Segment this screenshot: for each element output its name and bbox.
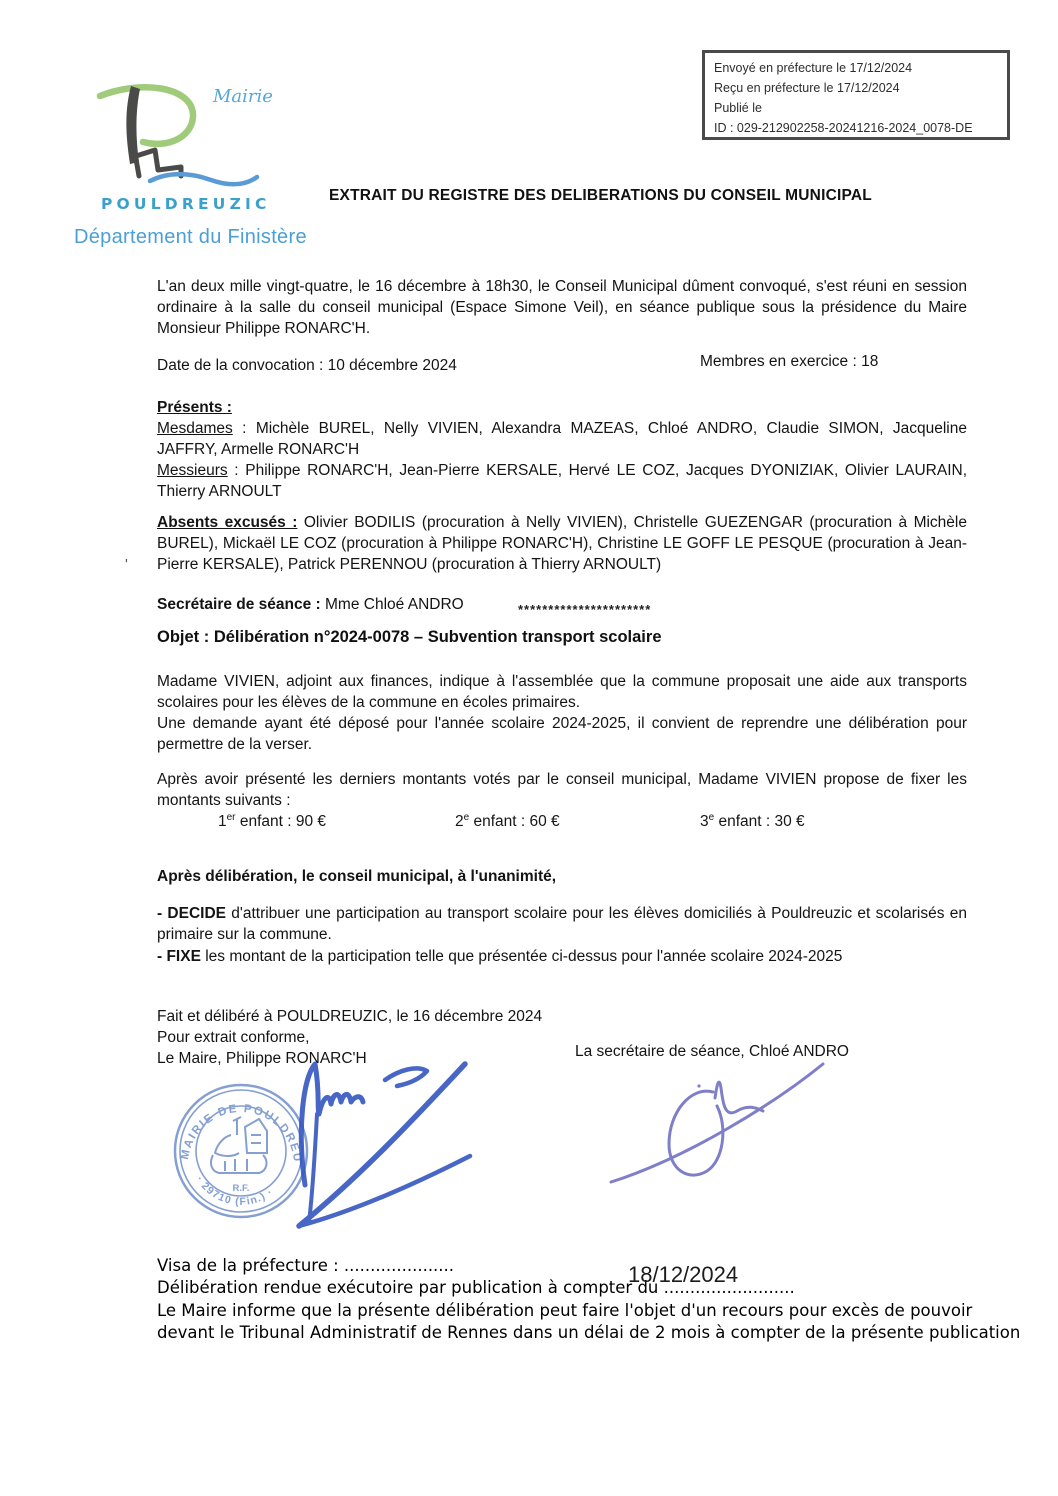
seal-rf-text: R.F. bbox=[232, 1183, 250, 1194]
executory-dots: ......................... bbox=[663, 1278, 795, 1297]
convocation-date-line: Date de la convocation : 10 décembre 2024 bbox=[157, 357, 457, 374]
recourse-line-2: devant le Tribunal Administratif de Rennes dans un délai de 2 mois à compter de la présente publication bbox=[157, 1323, 1021, 1342]
messieurs-label: Messieurs bbox=[157, 462, 228, 479]
decide-paragraph bbox=[157, 903, 967, 945]
closing-conforme: Pour extrait conforme, bbox=[157, 1029, 310, 1046]
amount-first-child bbox=[218, 813, 326, 831]
seal-top-text: MAIRIE DE POULDREUZIC bbox=[157, 1066, 304, 1164]
secretary-title-line: La secrétaire de séance, Chloé ANDRO bbox=[575, 1043, 849, 1060]
logo-wave-icon bbox=[150, 174, 257, 184]
recourse-line-1: Le Maire informe que la présente délibération peut faire l'objet d'un recours pour excès de pouvoir bbox=[157, 1301, 973, 1320]
amount-1-num: 1 bbox=[218, 813, 227, 830]
mayor-signature bbox=[265, 1050, 495, 1240]
stamp-received-line: Reçu en préfecture le 17/12/2024 bbox=[714, 81, 900, 95]
executory-prefix: Délibération rendue exécutoire par publication à compter du bbox=[157, 1278, 664, 1297]
amount-2-sup: e bbox=[463, 811, 470, 823]
decide-text: d'attribuer une participation au transport scolaire pour les élèves domiciliés à Pouldreuzic et scolarisés en primaire sur la commune. bbox=[157, 905, 967, 943]
amount-3-num: 3 bbox=[700, 813, 709, 830]
mesdames-label: Mesdames bbox=[157, 420, 233, 437]
secretary-line bbox=[157, 594, 464, 615]
mesdames-paragraph bbox=[157, 418, 967, 460]
amount-1-text: enfant : 90 € bbox=[235, 813, 327, 830]
prefecture-stamp-box bbox=[702, 50, 1010, 140]
town-logo bbox=[95, 80, 295, 230]
department-label: Département du Finistère bbox=[74, 226, 307, 248]
amount-2-text: enfant : 60 € bbox=[469, 813, 560, 830]
amount-3-sup: e bbox=[708, 811, 715, 823]
closing-place-date: Fait et délibéré à POULDREUZIC, le 16 décembre 2024 bbox=[157, 1008, 543, 1025]
body-paragraph-3: Après avoir présenté les derniers montants votés par le conseil municipal, Madame VIVIEN propose de fixer les montants suivants : bbox=[157, 771, 967, 809]
amount-3-text: enfant : 30 € bbox=[714, 813, 805, 830]
executory-date: 18/12/2024 bbox=[628, 1262, 739, 1287]
fixe-paragraph bbox=[157, 946, 967, 967]
scan-artifact-mark: ' bbox=[125, 556, 128, 573]
stamp-sent-line: Envoyé en préfecture le 17/12/2024 bbox=[714, 61, 913, 75]
members-count-line: Membres en exercice : 18 bbox=[700, 353, 879, 370]
body-paragraph-1: Madame VIVIEN, adjoint aux finances, indique à l'assemblée que la commune proposait une aide aux transports scolaires pour les élèves de la commune en écoles primaires. bbox=[157, 673, 967, 711]
decide-label: - DECIDE bbox=[157, 905, 226, 922]
absents-label: Absents excusés : bbox=[157, 514, 298, 531]
fixe-text: les montant de la participation telle que présentée ci-dessus pour l'année scolaire 2024-2025 bbox=[200, 948, 843, 965]
absents-names: Olivier BODILIS (procuration à Nelly VIVIEN), Christelle GUEZENGAR (procuration à Michèle BUREL), Mickaël LE COZ (procuration à Philippe RONARC'H), Christine LE GOFF LE PESQUE (procuration à Jean-Pierre KERSALE), Patrick PERENNOU (procuration à Thierry ARNOULT) bbox=[157, 514, 967, 573]
logo-green-swoosh-icon bbox=[100, 87, 193, 144]
document-title: EXTRAIT DU REGISTRE DES DELIBERATIONS DU CONSEIL MUNICIPAL bbox=[329, 187, 872, 204]
visa-line: Visa de la préfecture : ..................... bbox=[157, 1256, 455, 1275]
body-paragraph-2: Une demande ayant été déposé pour l'année scolaire 2024-2025, il convient de reprendre une délibération pour permettre de la verser. bbox=[157, 715, 967, 753]
logo-mairie-text: Mairie bbox=[213, 86, 273, 107]
amounts-row bbox=[157, 813, 967, 834]
intro-paragraph: L'an deux mille vingt-quatre, le 16 décembre à 18h30, le Conseil Municipal dûment convoqué, s'est réuni en session ordinaire à la salle du conseil municipal (Espace Simone Veil), en séance publique sous la présidence du Maire Monsieur Philippe RONARC'H. bbox=[157, 278, 967, 337]
decision-intro-line: Après délibération, le conseil municipal, à l'unanimité, bbox=[157, 868, 557, 885]
secretary-name: Mme Chloé ANDRO bbox=[320, 596, 464, 613]
absents-paragraph bbox=[157, 512, 967, 575]
stamp-published-line: Publié le bbox=[714, 101, 762, 115]
presents-label: Présents : bbox=[157, 399, 232, 416]
messieurs-paragraph bbox=[157, 460, 967, 502]
amount-third-child bbox=[700, 813, 805, 831]
subject-line: Objet : Délibération n°2024-0078 – Subvention transport scolaire bbox=[157, 628, 662, 646]
stamp-id-line: ID : 029-212902258-20241216-2024_0078-DE bbox=[714, 121, 973, 135]
separator-asterisks: ********************** bbox=[518, 602, 652, 617]
seal-crest-icon bbox=[211, 1117, 267, 1173]
amount-2-num: 2 bbox=[455, 813, 464, 830]
mesdames-names: : Michèle BUREL, Nelly VIVIEN, Alexandra MAZEAS, Chloé ANDRO, Claudie SIMON, Jacqueline JAFFRY, Armelle RONARC'H bbox=[157, 420, 967, 458]
messieurs-names: : Philippe RONARC'H, Jean-Pierre KERSALE, Hervé LE COZ, Jacques DYONIZIAK, Olivier LAURAIN, Thierry ARNOULT bbox=[157, 462, 967, 500]
fixe-label: - FIXE bbox=[157, 948, 201, 965]
secretary-signature bbox=[595, 1058, 850, 1198]
amount-1-sup: er bbox=[226, 811, 236, 823]
seal-bottom-text: · 29710 (Fin.) · bbox=[193, 1174, 276, 1208]
logo-city-text: POULDREUZIC bbox=[101, 195, 271, 213]
amount-second-child bbox=[455, 813, 560, 831]
secretary-label: Secrétaire de séance : bbox=[157, 596, 321, 613]
mayor-title-line: Le Maire, Philippe RONARC'H bbox=[157, 1050, 367, 1067]
